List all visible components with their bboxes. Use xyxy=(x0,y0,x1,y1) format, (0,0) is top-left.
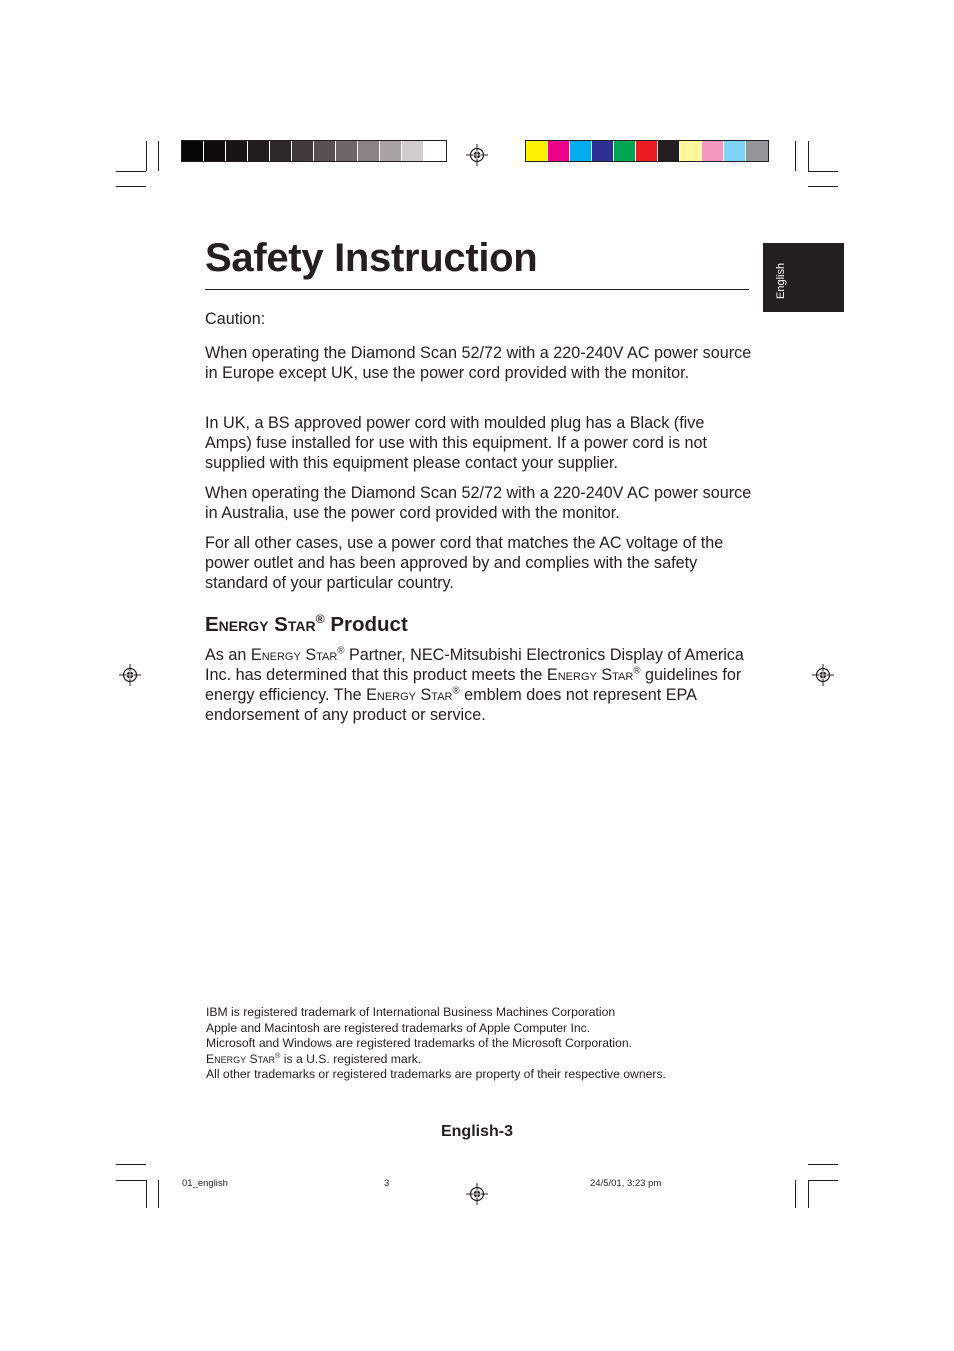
color-swatch xyxy=(248,141,270,161)
color-swatch xyxy=(292,141,314,161)
color-swatch xyxy=(658,141,680,161)
page-number: English-3 xyxy=(440,1123,513,1140)
trademark-line-other: All other trademarks or registered trademarks are property of their respective owners. xyxy=(206,1067,666,1081)
color-swatch xyxy=(548,141,570,161)
color-swatch xyxy=(204,141,226,161)
registered-mark: ® xyxy=(452,685,460,697)
color-swatch xyxy=(424,141,446,161)
color-swatch xyxy=(746,141,768,161)
footer-page: 3 xyxy=(384,1178,390,1189)
color-swatch xyxy=(680,141,702,161)
color-swatch xyxy=(358,141,380,161)
color-swatch xyxy=(402,141,424,161)
caution-label: Caution: xyxy=(205,310,266,328)
color-swatch xyxy=(702,141,724,161)
language-tab-label: English xyxy=(775,262,787,299)
registration-mark-icon xyxy=(812,664,834,686)
energy-star-brand: Energy Star xyxy=(366,686,453,704)
registration-mark-icon xyxy=(466,144,488,166)
energy-text-1: As an xyxy=(205,646,251,664)
registered-mark: ® xyxy=(633,665,641,677)
footer-file-name: 01_english xyxy=(182,1178,228,1189)
color-swatch xyxy=(592,141,614,161)
energy-star-brand: Energy Star xyxy=(546,666,634,684)
language-tab xyxy=(763,243,844,312)
title-divider xyxy=(205,289,749,290)
color-swatch xyxy=(724,141,746,161)
caution-paragraph-australia: When operating the Diamond Scan 52/72 with a 220-240V AC power source in Australia, use the power cord provided with the monitor. xyxy=(205,484,752,522)
color-swatch xyxy=(182,141,204,161)
trademark-line-apple: Apple and Macintosh are registered trademarks of Apple Computer Inc. xyxy=(206,1020,591,1035)
registration-mark-icon xyxy=(119,664,141,686)
trademark-line-microsoft: Microsoft and Windows are registered trademarks of the Microsoft Corporation. xyxy=(206,1036,633,1050)
energy-star-heading xyxy=(205,613,408,637)
energy-star-brand: Energy Star xyxy=(250,646,338,664)
color-swatch xyxy=(526,141,548,161)
color-swatch xyxy=(636,141,658,161)
registered-mark: ® xyxy=(274,1050,281,1060)
footer-date: 24/5/01, 3:23 pm xyxy=(590,1178,662,1189)
energy-text-4: emblem does not represent EPA endorsement of any product or service. xyxy=(205,686,697,724)
color-swatch xyxy=(614,141,636,161)
heading-suffix: Product xyxy=(324,613,408,636)
trademark-notices xyxy=(206,1005,666,1083)
trademark-line-ibm: IBM is registered trademark of International Business Machines Corporation xyxy=(206,1005,616,1019)
process-color-bar xyxy=(525,140,769,162)
color-swatch xyxy=(270,141,292,161)
page-title: Safety Instruction xyxy=(205,236,538,280)
grayscale-color-bar xyxy=(181,140,447,162)
registration-mark-icon xyxy=(466,1183,488,1205)
trademark-line-energy-suffix: is a U.S. registered mark. xyxy=(280,1051,422,1066)
caution-paragraph-europe: When operating the Diamond Scan 52/72 with a 220-240V AC power source in Europe except UK, use the power cord provided with the monitor. xyxy=(205,344,752,382)
energy-star-brand: Energy Star xyxy=(205,613,316,636)
caution-paragraph-uk: In UK, a BS approved power cord with moulded plug has a Black (five Amps) fuse installed for use with this equipment. If a power cord is not supplied with this equipment please contact your supplier. xyxy=(205,414,708,472)
color-swatch xyxy=(336,141,358,161)
color-swatch xyxy=(380,141,402,161)
registered-mark: ® xyxy=(337,645,345,657)
energy-text-2: Partner, NEC-Mitsubishi Electronics Display of America Inc. has determined that this product meets the xyxy=(205,646,744,684)
energy-text-3: guidelines for energy efficiency. The xyxy=(205,666,742,704)
trademark-line-energy-star xyxy=(206,1052,666,1068)
color-swatch xyxy=(314,141,336,161)
energy-star-paragraph xyxy=(205,645,753,725)
color-swatch xyxy=(226,141,248,161)
caution-paragraph-other: For all other cases, use a power cord that matches the AC voltage of the power outlet and has been approved by and complies with the safety standard of your particular country. xyxy=(205,534,724,592)
registered-mark: ® xyxy=(315,612,325,627)
energy-star-brand: Energy Star xyxy=(206,1051,275,1066)
color-swatch xyxy=(570,141,592,161)
